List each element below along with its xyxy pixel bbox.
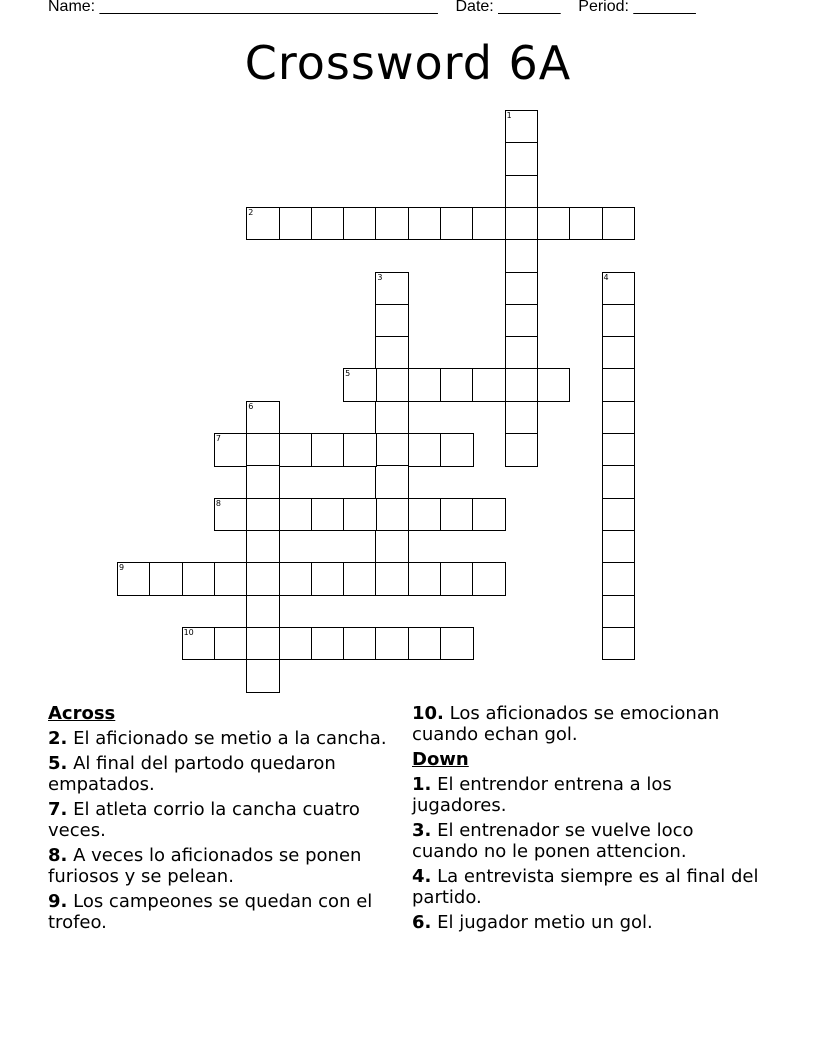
grid-cell[interactable] — [246, 433, 280, 467]
clue-across-9 — [48, 891, 388, 933]
grid-cell[interactable] — [375, 272, 409, 306]
grid-cell[interactable] — [408, 207, 442, 241]
grid-cell[interactable] — [246, 595, 280, 629]
clue-across-5 — [48, 753, 388, 795]
grid-cell[interactable] — [537, 368, 571, 402]
grid-cell[interactable] — [279, 433, 313, 467]
clue-number-label: 10 — [183, 627, 194, 637]
grid-cell[interactable] — [375, 562, 409, 596]
clue-text: La entrevista siempre es al final del partido. — [412, 866, 759, 908]
grid-cell[interactable] — [440, 498, 474, 532]
grid-cell[interactable] — [214, 433, 248, 467]
clue-text: Los aficionados se emocionan cuando echan gol. — [412, 703, 720, 745]
grid-cell[interactable] — [246, 659, 280, 693]
clue-number-label: 2 — [248, 207, 254, 217]
grid-cell[interactable] — [343, 562, 377, 596]
grid-cell[interactable] — [343, 627, 377, 661]
grid-cell[interactable] — [505, 433, 539, 467]
grid-cell[interactable] — [246, 207, 280, 241]
grid-cell[interactable] — [440, 207, 474, 241]
clue-number-label: 4 — [603, 272, 609, 282]
grid-cell[interactable] — [602, 272, 636, 306]
clue-number-label: 1 — [506, 111, 512, 120]
grid-cell[interactable] — [311, 562, 345, 596]
clue-number: 9. — [48, 891, 68, 912]
grid-cell[interactable] — [246, 627, 280, 661]
clue-number: 6. — [412, 912, 432, 933]
grid-cell[interactable] — [602, 207, 636, 241]
grid-cell[interactable] — [602, 304, 636, 338]
grid-cell[interactable] — [343, 368, 377, 402]
grid-cell[interactable] — [214, 562, 248, 596]
grid-cell[interactable] — [375, 304, 409, 338]
grid-cell[interactable] — [569, 207, 603, 241]
grid-cell[interactable] — [343, 207, 377, 241]
name-blank[interactable]: ______________________________________ — [99, 0, 438, 15]
clue-number-label: 8 — [215, 498, 221, 508]
grid-cell[interactable] — [375, 433, 409, 467]
clue-down-1 — [412, 774, 762, 816]
grid-cell[interactable] — [505, 368, 539, 402]
grid-cell[interactable] — [375, 207, 409, 241]
grid-cell[interactable] — [117, 562, 151, 596]
grid-cell[interactable] — [279, 562, 313, 596]
clue-text: Los campeones se quedan con el trofeo. — [48, 891, 373, 933]
grid-cell[interactable] — [537, 207, 571, 241]
grid-cell[interactable] — [375, 401, 409, 435]
grid-cell[interactable] — [246, 465, 280, 499]
clue-number: 2. — [48, 728, 68, 749]
grid-cell[interactable] — [246, 401, 280, 435]
down-heading: Down — [412, 749, 469, 770]
clue-text: El jugador metio un gol. — [437, 912, 653, 933]
clue-text: A veces lo aficionados se ponen furiosos y se pelean. — [48, 845, 362, 887]
grid-cell[interactable] — [375, 627, 409, 661]
clues-left-column — [48, 703, 388, 937]
grid-cell[interactable] — [602, 530, 636, 564]
clue-number: 1. — [412, 774, 432, 795]
grid-cell[interactable] — [408, 433, 442, 467]
across-heading: Across — [48, 703, 116, 724]
clue-down-4 — [412, 866, 762, 908]
grid-cell[interactable] — [279, 627, 313, 661]
clue-number-label: 7 — [215, 434, 221, 443]
grid-cell[interactable] — [375, 465, 409, 499]
clue-number: 7. — [48, 799, 68, 820]
grid-cell[interactable] — [149, 562, 183, 596]
grid-cell[interactable] — [440, 433, 474, 467]
clue-text: Al final del partodo quedaron empatados. — [48, 753, 336, 795]
clue-text: El entrenador se vuelve loco cuando no le ponen attencion. — [412, 820, 694, 862]
clue-number-label: 6 — [248, 401, 254, 411]
grid-cell[interactable] — [246, 562, 280, 596]
grid-cell[interactable] — [279, 498, 313, 532]
grid-cell[interactable] — [440, 627, 474, 661]
clue-number: 3. — [412, 820, 432, 841]
grid-cell[interactable] — [472, 207, 506, 241]
grid-cell[interactable] — [505, 110, 539, 144]
date-label: Date: — [455, 0, 494, 15]
grid-cell[interactable] — [602, 433, 636, 467]
grid-cell[interactable] — [602, 627, 636, 661]
grid-cell[interactable] — [375, 368, 409, 402]
grid-cell[interactable] — [472, 562, 506, 596]
grid-cell[interactable] — [440, 562, 474, 596]
period-label: Period: — [578, 0, 629, 15]
grid-cell[interactable] — [602, 401, 636, 435]
clue-down-6 — [412, 912, 762, 933]
date-blank[interactable]: _______ — [498, 0, 561, 15]
grid-cell[interactable] — [602, 465, 636, 499]
grid-cell[interactable] — [246, 498, 280, 532]
grid-cell[interactable] — [343, 433, 377, 467]
grid-cell[interactable] — [311, 498, 345, 532]
grid-cell[interactable] — [246, 530, 280, 564]
clue-across-10 — [412, 703, 762, 745]
grid-cell[interactable] — [343, 498, 377, 532]
grid-cell[interactable] — [505, 304, 539, 338]
clues-right-column — [412, 703, 762, 937]
name-label: Name: — [48, 0, 96, 15]
grid-cell[interactable] — [472, 498, 506, 532]
grid-cell[interactable] — [408, 368, 442, 402]
grid-cell[interactable] — [505, 175, 539, 209]
grid-cell[interactable] — [408, 627, 442, 661]
clue-number: 10. — [412, 703, 444, 724]
page-title: Crossword 6A — [244, 36, 572, 90]
grid-cell[interactable] — [602, 595, 636, 629]
grid-cell[interactable] — [214, 627, 248, 661]
grid-cell[interactable] — [505, 142, 539, 176]
grid-cell[interactable] — [602, 498, 636, 532]
clue-text: El aficionado se metio a la cancha. — [73, 728, 387, 749]
grid-cell[interactable] — [602, 562, 636, 596]
clue-number: 8. — [48, 845, 68, 866]
grid-cell[interactable] — [505, 336, 539, 370]
clue-across-7 — [48, 799, 388, 841]
grid-cell[interactable] — [375, 498, 409, 532]
grid-cell[interactable] — [311, 627, 345, 661]
grid-cell[interactable] — [602, 368, 636, 402]
grid-cell[interactable] — [182, 562, 216, 596]
grid-cell[interactable] — [214, 498, 248, 532]
clue-number: 5. — [48, 753, 68, 774]
grid-cell[interactable] — [279, 207, 313, 241]
grid-cell[interactable] — [311, 207, 345, 241]
clue-number-label: 5 — [345, 369, 351, 379]
grid-cell[interactable] — [505, 207, 539, 241]
clue-number: 4. — [412, 866, 432, 887]
grid-cell[interactable] — [505, 239, 539, 273]
clue-text: El atleta corrio la cancha cuatro veces. — [48, 799, 360, 841]
grid-cell[interactable] — [408, 562, 442, 596]
grid-cell[interactable] — [602, 336, 636, 370]
grid-cell[interactable] — [311, 433, 345, 467]
grid-cell[interactable] — [375, 530, 409, 564]
clue-down-3 — [412, 820, 762, 862]
grid-cell[interactable] — [182, 627, 216, 661]
clue-across-8 — [48, 845, 388, 887]
clue-text: El entrendor entrena a los jugadores. — [412, 774, 672, 816]
grid-cell[interactable] — [408, 498, 442, 532]
grid-cell[interactable] — [505, 401, 539, 435]
period-blank[interactable]: _______ — [633, 0, 696, 15]
clue-number-label: 3 — [377, 272, 383, 282]
grid-cell[interactable] — [472, 368, 506, 402]
grid-cell[interactable] — [440, 368, 474, 402]
grid-cell[interactable] — [505, 272, 539, 306]
grid-cell[interactable] — [375, 336, 409, 370]
clue-across-2 — [48, 728, 388, 749]
clue-number-label: 9 — [119, 563, 125, 573]
